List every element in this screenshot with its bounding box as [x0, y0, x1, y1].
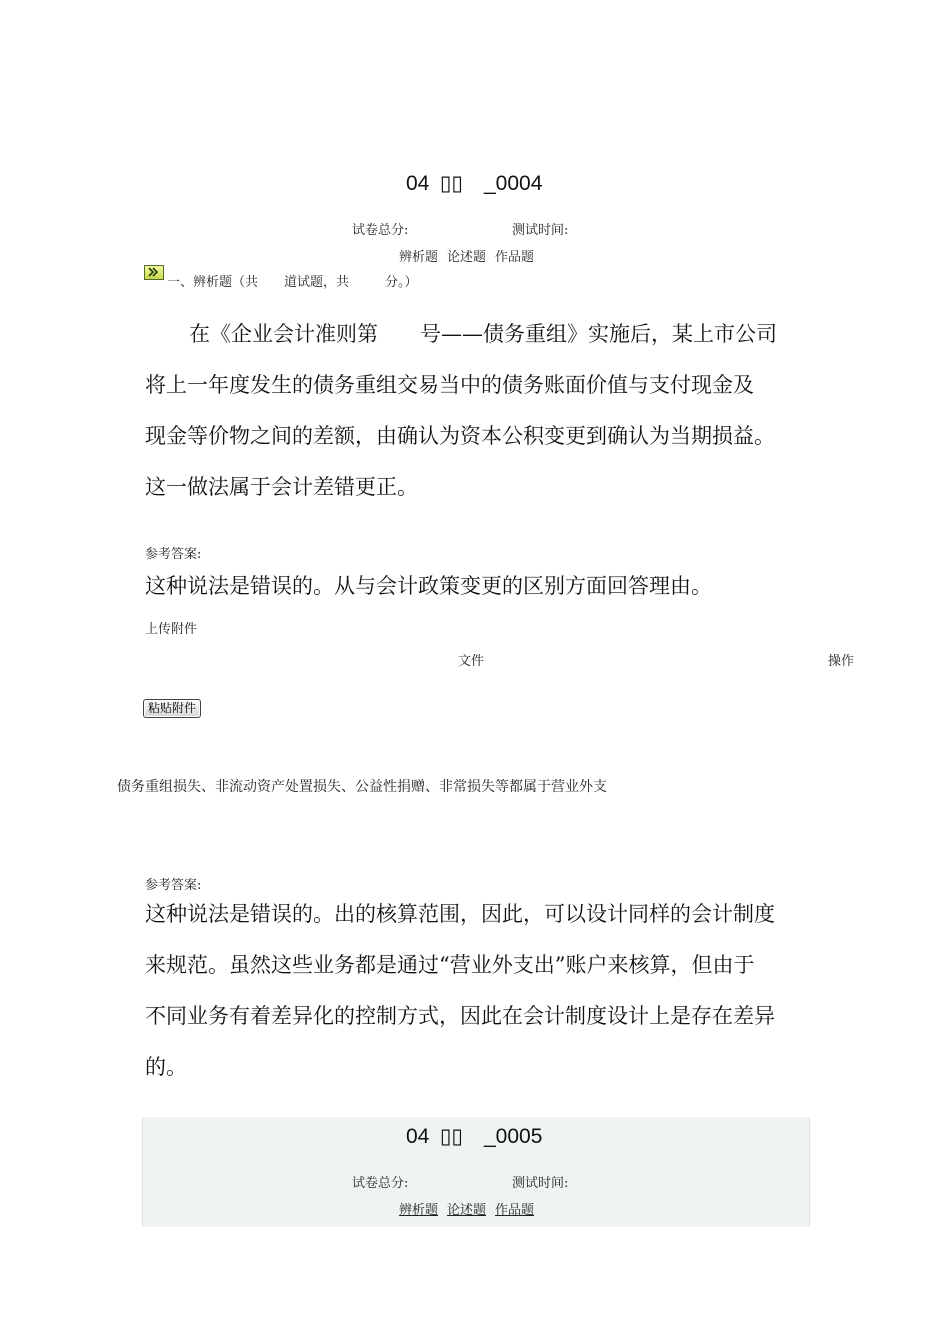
question-2-text: 债务重组损失、非流动资产处置损失、公益性捐赠、非常损失等都属于营业外支 — [117, 779, 607, 795]
action-column-header: 操作 — [828, 654, 855, 669]
question-type-tabs — [399, 1199, 543, 1218]
exam-title: 04 ▯▯ _0005 — [406, 1125, 543, 1148]
test-time-label: 测试时间: — [512, 223, 569, 238]
question-line: 在《企业会计准则第 号——债务重组》实施后，某上市公司 — [189, 322, 777, 346]
tab-discrimination[interactable]: 辨析题 — [399, 250, 439, 265]
answer-line: 不同业务有着差异化的控制方式，因此在会计制度设计上是存在差异 — [145, 1004, 775, 1028]
answer-line: 这种说法是错误的。出的核算范围，因此，可以设计同样的会计制度 — [145, 902, 775, 926]
answer-2-text — [145, 889, 825, 1093]
tab-essay[interactable]: 论述题 — [447, 250, 487, 265]
question-1-text — [145, 309, 825, 513]
answer-label: 参考答案: — [145, 878, 202, 893]
tab-discrimination[interactable]: 辨析题 — [399, 1203, 439, 1218]
answer-line: 来规范。虽然这些业务都是通过“营业外支出”账户来核算，但由于 — [145, 953, 755, 977]
paste-attachment-button[interactable]: 粘贴附件 — [143, 699, 201, 718]
total-score-label: 试卷总分: — [352, 1176, 409, 1191]
answer-label: 参考答案: — [145, 547, 202, 562]
answer-line: 的。 — [145, 1055, 187, 1079]
exam-title: 04 ▯▯ _0004 — [406, 172, 543, 195]
file-column-header: 文件 — [458, 654, 485, 669]
question-line: 这一做法属于会计差错更正。 — [145, 475, 418, 499]
test-time-label: 测试时间: — [512, 1176, 569, 1191]
upload-label: 上传附件 — [145, 622, 198, 637]
tab-work[interactable]: 作品题 — [495, 1203, 535, 1218]
tab-work[interactable]: 作品题 — [495, 250, 535, 265]
question-line: 将上一年度发生的债务重组交易当中的债务账面价值与支付现金及 — [145, 373, 754, 397]
question-line: 现金等价物之间的差额，由确认为资本公积变更到确认为当期损益。 — [145, 424, 775, 448]
answer-text: 这种说法是错误的。从与会计政策变更的区别方面回答理由。 — [145, 574, 712, 598]
arrow-icon — [144, 265, 164, 280]
tab-essay[interactable]: 论述题 — [447, 1203, 487, 1218]
question-type-tabs — [399, 246, 543, 265]
section-header: 一、辨析题（共 道试题，共 分。） — [167, 275, 418, 290]
total-score-label: 试卷总分: — [352, 223, 409, 238]
